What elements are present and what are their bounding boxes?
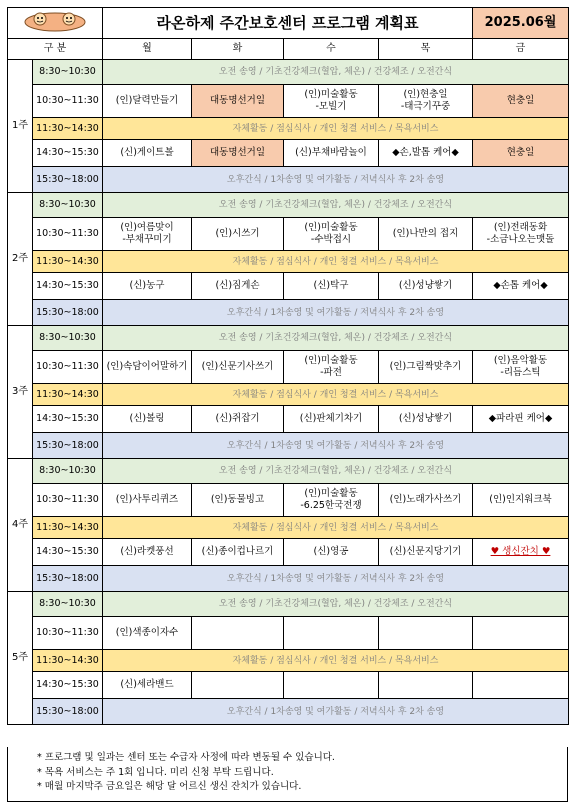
program-cell-thu: (인)노래가사쓰기: [379, 484, 473, 517]
program-cell-tue: 대동명선거일: [192, 140, 284, 167]
time-slot: 11:30~14:30: [33, 384, 103, 406]
time-slot: 14:30~15:30: [33, 140, 103, 167]
program-cell-fri: ◆파라핀 케어◆: [473, 406, 569, 433]
time-slot: 14:30~15:30: [33, 539, 103, 566]
week-1-pm-program-row: [8, 140, 569, 167]
program-cell-thu: [379, 672, 473, 699]
evening-routine: 오후간식 / 1차송영 및 여가활동 / 저녁식사 후 2차 송영: [103, 699, 569, 725]
week-4-evening-row: [8, 566, 569, 592]
program-cell-thu: (인)그림짝맞추기: [379, 351, 473, 384]
week-label: 4주: [8, 459, 33, 592]
program-cell-tue: [192, 617, 284, 650]
midday-routine: 자체활동 / 점심식사 / 개인 청결 서비스 / 목욕서비스: [103, 251, 569, 273]
week-2-midday-row: [8, 251, 569, 273]
time-slot: 8:30~10:30: [33, 193, 103, 218]
time-slot: 14:30~15:30: [33, 273, 103, 300]
morning-routine: 오전 송영 / 기초건강체크(혈압, 체온) / 건강체조 / 오전간식: [103, 459, 569, 484]
program-cell-thu: (신)성냥쌓기: [379, 273, 473, 300]
program-cell-wed: (인)미술활동 -파전: [284, 351, 379, 384]
time-slot: 15:30~18:00: [33, 566, 103, 592]
program-cell-tue: 대동명선거일: [192, 85, 284, 118]
week-label: 5주: [8, 592, 33, 725]
program-cell-wed: (신)부채바람놀이: [284, 140, 379, 167]
time-slot: 10:30~11:30: [33, 218, 103, 251]
week-5-pm-program-row: [8, 672, 569, 699]
week-1-am-program-row: [8, 85, 569, 118]
center-logo: [8, 8, 103, 39]
program-cell-fri: (인)전래동화 -소금나오는맷돌: [473, 218, 569, 251]
program-cell-mon: (신)농구: [103, 273, 192, 300]
week-1-morning-row: [8, 60, 569, 85]
morning-routine: 오전 송영 / 기초건강체크(혈압, 체온) / 건강체조 / 오전간식: [103, 60, 569, 85]
program-cell-tue: (신)종이컵나르기: [192, 539, 284, 566]
note-line: * 매월 마지막주 금요일은 해당 달 어르신 생신 잔치가 있습니다.: [37, 781, 302, 792]
midday-routine: 자체활동 / 점심식사 / 개인 청결 서비스 / 목욕서비스: [103, 650, 569, 672]
morning-routine: 오전 송영 / 기초건강체크(혈압, 체온) / 건강체조 / 오전간식: [103, 326, 569, 351]
time-slot: 8:30~10:30: [33, 592, 103, 617]
program-cell-fri: (인)음악활동 -리듬스틱: [473, 351, 569, 384]
program-cell-wed: [284, 672, 379, 699]
program-cell-fri: 현충일: [473, 85, 569, 118]
week-label: 3주: [8, 326, 33, 459]
program-cell-thu: (신)성냥쌓기: [379, 406, 473, 433]
program-cell-wed: (신)탁구: [284, 273, 379, 300]
week-4-am-program-row: [8, 484, 569, 517]
program-cell-wed: (신)영공: [284, 539, 379, 566]
schedule-table: [7, 7, 569, 725]
program-cell-tue: (신)쥐잡기: [192, 406, 284, 433]
column-header-friday: 금: [473, 39, 569, 60]
page-title: 라온하제 주간보호센터 프로그램 계획표: [103, 8, 473, 39]
program-cell-tue: (인)동물빙고: [192, 484, 284, 517]
program-cell-mon: (인)달력만들기: [103, 85, 192, 118]
evening-routine: 오후간식 / 1차송영 및 여가활동 / 저녁식사 후 2차 송영: [103, 167, 569, 193]
program-cell-fri: [473, 672, 569, 699]
program-cell-mon: (신)볼링: [103, 406, 192, 433]
time-slot: 8:30~10:30: [33, 326, 103, 351]
time-slot: 14:30~15:30: [33, 672, 103, 699]
time-slot: 10:30~11:30: [33, 484, 103, 517]
time-slot: 11:30~14:30: [33, 650, 103, 672]
program-cell-fri: 현충일: [473, 140, 569, 167]
program-cell-fri: (인)인지워크북: [473, 484, 569, 517]
time-slot: 15:30~18:00: [33, 167, 103, 193]
program-cell-thu: (인)나만의 접지: [379, 218, 473, 251]
column-header-wednesday: 수: [284, 39, 379, 60]
evening-routine: 오후간식 / 1차송영 및 여가활동 / 저녁식사 후 2차 송영: [103, 433, 569, 459]
program-cell-tue: (인)신문기사쓰기: [192, 351, 284, 384]
time-slot: 15:30~18:00: [33, 699, 103, 725]
week-3-am-program-row: [8, 351, 569, 384]
program-cell-wed: (인)미술활동 -6.25한국전쟁: [284, 484, 379, 517]
schedule-month: 2025.06월: [473, 8, 569, 39]
week-5-am-program-row: [8, 617, 569, 650]
time-slot: 8:30~10:30: [33, 60, 103, 85]
midday-routine: 자체활동 / 점심식사 / 개인 청결 서비스 / 목욕서비스: [103, 118, 569, 140]
program-cell-thu: [379, 617, 473, 650]
program-cell-mon: (신)라켓풍선: [103, 539, 192, 566]
program-cell-mon: (신)세라밴드: [103, 672, 192, 699]
week-label: 2주: [8, 193, 33, 326]
week-3-pm-program-row: [8, 406, 569, 433]
program-schedule-sheet: [7, 7, 568, 725]
time-slot: 10:30~11:30: [33, 351, 103, 384]
week-3-midday-row: [8, 384, 569, 406]
program-cell-tue: (신)짐게손: [192, 273, 284, 300]
week-2-evening-row: [8, 300, 569, 326]
program-cell-thu: (인)현충일 -태극기꾸중: [379, 85, 473, 118]
week-4-pm-program-row: [8, 539, 569, 566]
week-3-morning-row: [8, 326, 569, 351]
time-slot: 11:30~14:30: [33, 251, 103, 273]
column-header-monday: 월: [103, 39, 192, 60]
note-line: * 프로그램 및 일과는 센터 또는 수급자 사정에 따라 변동될 수 있습니다.: [37, 752, 335, 763]
week-1-midday-row: [8, 118, 569, 140]
time-slot: 14:30~15:30: [33, 406, 103, 433]
week-1-evening-row: [8, 167, 569, 193]
program-cell-mon: (인)속담이어말하기: [103, 351, 192, 384]
program-cell-mon: (인)사투리퀴즈: [103, 484, 192, 517]
program-cell-wed: (인)미술활동 -모빌기: [284, 85, 379, 118]
program-cell-mon: (인)여름맞이 -부채꾸미기: [103, 218, 192, 251]
notes-box: [7, 747, 568, 802]
program-cell-mon: (인)색종이자수: [103, 617, 192, 650]
morning-routine: 오전 송영 / 기초건강체크(혈압, 체온) / 건강체조 / 오전간식: [103, 592, 569, 617]
week-5-midday-row: [8, 650, 569, 672]
mascot-icon: [20, 9, 90, 33]
header-row: [8, 8, 569, 39]
time-slot: 10:30~11:30: [33, 617, 103, 650]
midday-routine: 자체활동 / 점심식사 / 개인 청결 서비스 / 목욕서비스: [103, 517, 569, 539]
week-2-morning-row: [8, 193, 569, 218]
program-cell-wed: (인)미술활동 -수박접시: [284, 218, 379, 251]
evening-routine: 오후간식 / 1차송영 및 여가활동 / 저녁식사 후 2차 송영: [103, 300, 569, 326]
column-header-row: [8, 39, 569, 60]
week-4-morning-row: [8, 459, 569, 484]
program-cell-tue: [192, 672, 284, 699]
week-4-midday-row: [8, 517, 569, 539]
midday-routine: 자체활동 / 점심식사 / 개인 청결 서비스 / 목욕서비스: [103, 384, 569, 406]
week-2-pm-program-row: [8, 273, 569, 300]
week-5-evening-row: [8, 699, 569, 725]
program-cell-fri: ◆손톱 케어◆: [473, 273, 569, 300]
time-slot: 15:30~18:00: [33, 300, 103, 326]
birthday-party-cell: ♥ 생신잔치 ♥: [473, 539, 569, 566]
program-cell-mon: (신)게이트볼: [103, 140, 192, 167]
program-cell-tue: (인)시쓰기: [192, 218, 284, 251]
evening-routine: 오후간식 / 1차송영 및 여가활동 / 저녁식사 후 2차 송영: [103, 566, 569, 592]
morning-routine: 오전 송영 / 기초건강체크(혈압, 체온) / 건강체조 / 오전간식: [103, 193, 569, 218]
week-label: 1주: [8, 60, 33, 193]
week-5-morning-row: [8, 592, 569, 617]
program-cell-thu: ◆손,발톱 케어◆: [379, 140, 473, 167]
time-slot: 11:30~14:30: [33, 517, 103, 539]
time-slot: 15:30~18:00: [33, 433, 103, 459]
column-header-category: 구 분: [8, 39, 103, 60]
column-header-tuesday: 화: [192, 39, 284, 60]
week-3-evening-row: [8, 433, 569, 459]
program-cell-fri: [473, 617, 569, 650]
note-line: * 목욕 서비스는 주 1회 입니다. 미리 신청 부탁 드립니다.: [37, 766, 274, 778]
program-cell-wed: [284, 617, 379, 650]
time-slot: 8:30~10:30: [33, 459, 103, 484]
program-cell-wed: (신)판체기차기: [284, 406, 379, 433]
week-2-am-program-row: [8, 218, 569, 251]
time-slot: 11:30~14:30: [33, 118, 103, 140]
column-header-thursday: 목: [379, 39, 473, 60]
program-cell-thu: (신)신문지당기기: [379, 539, 473, 566]
time-slot: 10:30~11:30: [33, 85, 103, 118]
